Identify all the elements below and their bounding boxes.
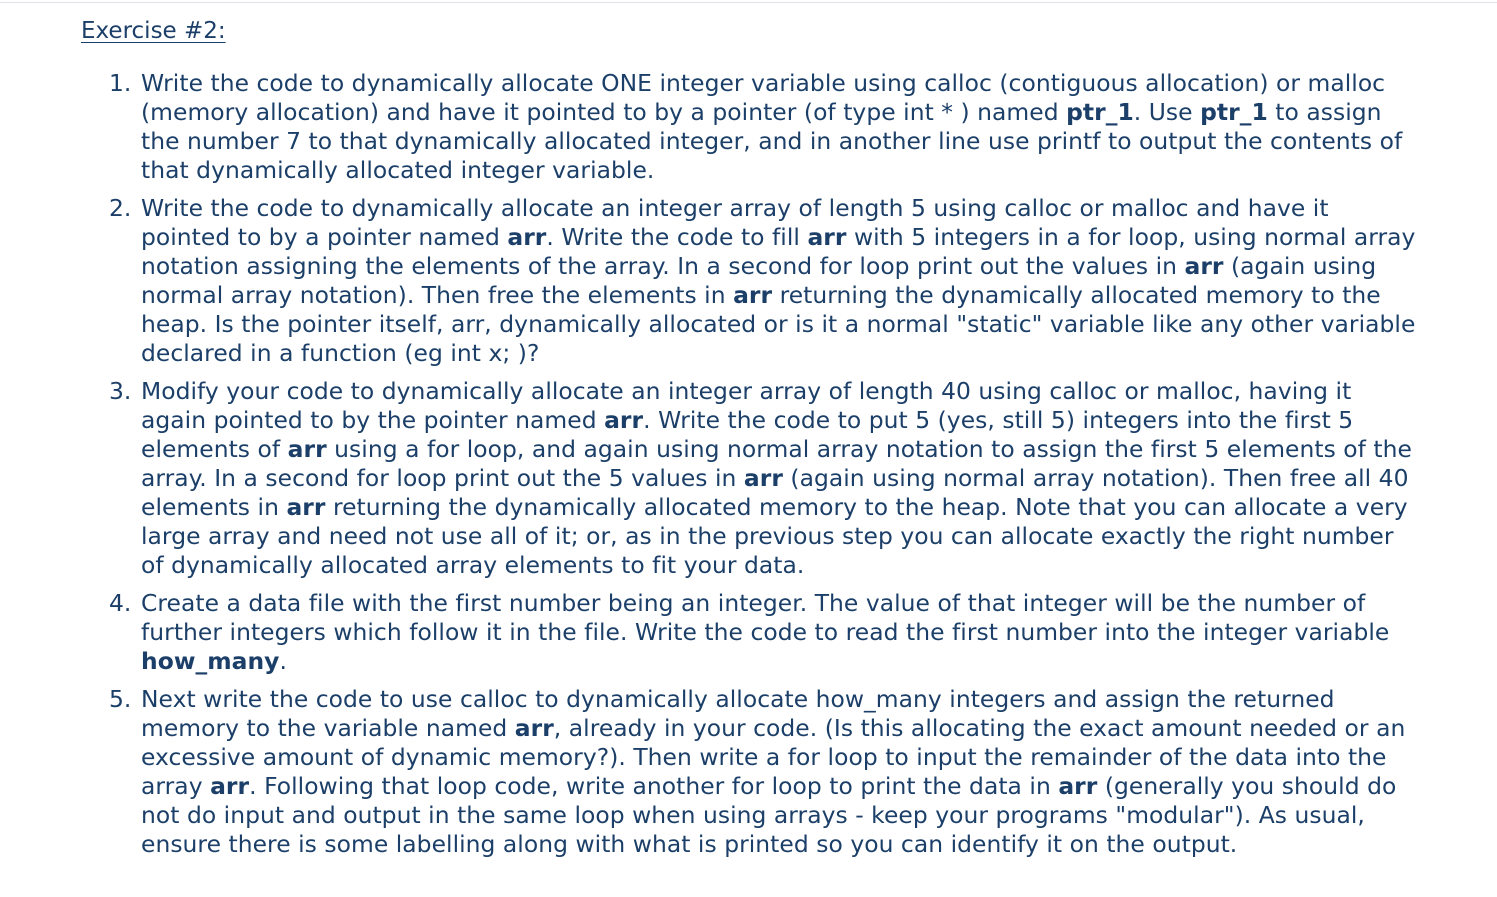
exercise-item: [0, 194, 1497, 368]
exercise-item: [0, 69, 1497, 185]
code-identifier: arr: [507, 223, 547, 251]
item-number: 5.: [109, 685, 132, 713]
code-identifier: arr: [604, 406, 644, 434]
text-segment: with 5 integers in a for loop, using normal array notation assigning the elements of the array. In a second for loop print out the values in: [141, 223, 1416, 280]
text-segment: (generally you should do not do input and output in the same loop when using arrays - keep your programs "modular"). As usual, ensure there is some labelling along with what is printed so you can identify it on the output.: [141, 772, 1397, 858]
text-segment: Create a data file with the first number being an integer. The value of that integer will be the number of further integers which follow it in the file. Write the code to read the first number into the integer variable: [141, 589, 1390, 646]
code-identifier: ptr_1: [1066, 98, 1134, 126]
code-identifier: ptr_1: [1200, 98, 1268, 126]
exercise-item: [0, 589, 1497, 676]
code-identifier: arr: [1184, 252, 1224, 280]
text-segment: . Write the code to put 5 (yes, still 5) integers into the first 5 elements of: [141, 406, 1354, 463]
item-text: [141, 685, 1405, 858]
text-segment: Next write the code to use calloc to dynamically allocate how_many integers and assign the returned memory to the variable named: [141, 685, 1335, 742]
text-segment: .: [279, 647, 287, 675]
item-number: 4.: [109, 589, 132, 617]
code-identifier: arr: [743, 464, 783, 492]
code-identifier: arr: [210, 772, 250, 800]
text-segment: returning the dynamically allocated memory to the heap. Note that you can allocate a very large array and need not use all of it; or, as in the previous step you can allocate exactly the right number of dynamically allocated array elements to fit your data.: [141, 493, 1408, 579]
text-segment: Write the code to dynamically allocate ONE integer variable using calloc (contiguous allocation) or malloc (memory allocation) and have it pointed to by a pointer (of type int * ) named: [141, 69, 1386, 126]
exercise-item: [0, 377, 1497, 580]
text-segment: Modify your code to dynamically allocate an integer array of length 40 using calloc or malloc, having it again pointed to by the pointer named: [141, 377, 1352, 434]
item-text: [141, 69, 1402, 184]
exercise-heading: Exercise #2:: [81, 18, 226, 44]
text-segment: to assign the number 7 to that dynamically allocated integer, and in another line use printf to output the contents of that dynamically allocated integer variable.: [141, 98, 1403, 184]
text-segment: . Following that loop code, write another for loop to print the data in: [249, 772, 1059, 800]
item-number: 3.: [109, 377, 132, 405]
text-segment: . Use: [1133, 98, 1201, 126]
code-identifier: arr: [1058, 772, 1098, 800]
item-text: [141, 589, 1389, 675]
code-identifier: arr: [286, 493, 326, 521]
text-segment: using a for loop, and again using normal array notation to assign the first 5 elements of the array. In a second for loop print out the 5 values in: [141, 435, 1412, 492]
code-identifier: arr: [514, 714, 554, 742]
text-segment: (again using normal array notation). Then free all 40 elements in: [141, 464, 1409, 521]
text-segment: , already in your code. (Is this allocating the exact amount needed or an excessive amount of dynamic memory?). Then write a for loop to input the remainder of the data into the array: [141, 714, 1406, 800]
item-number: 2.: [109, 194, 132, 222]
item-text: [141, 194, 1415, 367]
top-divider: [0, 2, 1497, 3]
text-segment: returning the dynamically allocated memory to the heap. Is the pointer itself, arr, dynamically allocated or is it a normal "static" variable like any other variable declared in a function (eg int x; )?: [141, 281, 1416, 367]
exercise-list: [0, 69, 1497, 868]
text-segment: (again using normal array notation). Then free the elements in: [141, 252, 1377, 309]
item-text: [141, 377, 1412, 579]
text-segment: . Write the code to fill: [546, 223, 808, 251]
code-identifier: arr: [733, 281, 773, 309]
item-number: 1.: [109, 69, 132, 97]
exercise-item: [0, 685, 1497, 859]
code-identifier: arr: [287, 435, 327, 463]
code-identifier: how_many: [141, 647, 280, 675]
code-identifier: arr: [807, 223, 847, 251]
text-segment: Write the code to dynamically allocate an integer array of length 5 using calloc or malloc and have it pointed to by a pointer named: [141, 194, 1329, 251]
